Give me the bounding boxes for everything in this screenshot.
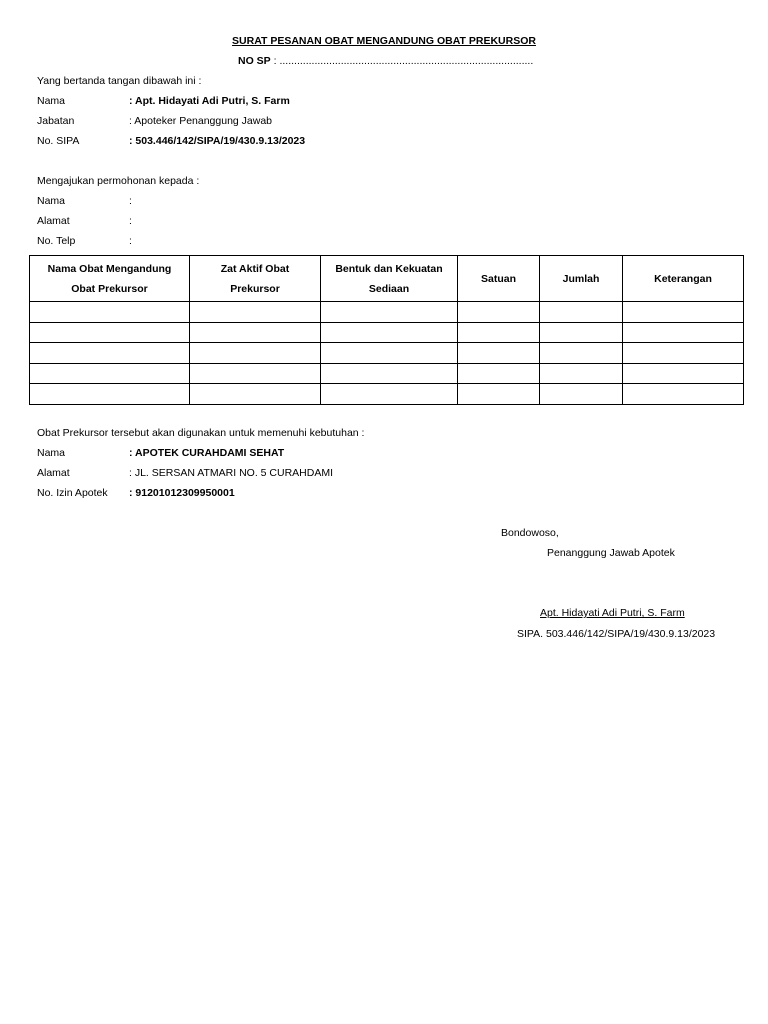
signature-sipa: SIPA. 503.446/142/SIPA/19/430.9.13/2023 bbox=[517, 628, 716, 640]
pharmacy-value: : 91201012309950001 bbox=[129, 487, 235, 499]
table-cell[interactable] bbox=[540, 322, 623, 343]
table-cell[interactable] bbox=[458, 343, 540, 364]
recipient-row-nama bbox=[37, 195, 132, 207]
table-cell[interactable] bbox=[190, 363, 321, 384]
pharmacy-row-alamat bbox=[37, 467, 333, 479]
table-cell[interactable] bbox=[540, 343, 623, 364]
column-header: Satuan bbox=[458, 256, 540, 302]
table-cell[interactable] bbox=[458, 363, 540, 384]
table-cell[interactable] bbox=[623, 384, 744, 405]
pharmacy-value: : APOTEK CURAHDAMI SEHAT bbox=[129, 447, 285, 459]
table-cell[interactable] bbox=[321, 302, 458, 323]
table-cell[interactable] bbox=[30, 302, 190, 323]
recipient-row-telp bbox=[37, 235, 132, 247]
table-cell[interactable] bbox=[190, 343, 321, 364]
table-cell[interactable] bbox=[458, 302, 540, 323]
table-row bbox=[30, 343, 744, 364]
document-title: SURAT PESANAN OBAT MENGANDUNG OBAT PREKURSOR bbox=[232, 35, 536, 47]
signature-name: Apt. Hidayati Adi Putri, S. Farm bbox=[540, 607, 685, 619]
pharmacy-label: Alamat bbox=[37, 467, 70, 479]
table-cell[interactable] bbox=[540, 384, 623, 405]
table-cell[interactable] bbox=[30, 322, 190, 343]
table-row bbox=[30, 322, 744, 343]
table-cell[interactable] bbox=[540, 363, 623, 384]
table-cell[interactable] bbox=[623, 343, 744, 364]
pharmacy-row-nama bbox=[37, 447, 284, 459]
recipient-value: : bbox=[129, 195, 132, 207]
signer-label: Nama bbox=[37, 95, 66, 107]
table-header-row bbox=[30, 256, 744, 302]
signer-value: : Apoteker Penanggung Jawab bbox=[129, 115, 273, 127]
column-header: Nama Obat Mengandung Obat Prekursor bbox=[30, 256, 190, 302]
table-cell[interactable] bbox=[190, 322, 321, 343]
table-row bbox=[30, 302, 744, 323]
pharmacy-label: No. Izin Apotek bbox=[37, 487, 108, 499]
table-cell[interactable] bbox=[321, 384, 458, 405]
pharmacy-row-izin bbox=[37, 487, 235, 499]
table-cell[interactable] bbox=[30, 343, 190, 364]
recipient-label: No. Telp bbox=[37, 235, 76, 247]
column-header: Bentuk dan Kekuatan Sediaan bbox=[321, 256, 458, 302]
column-header: Jumlah bbox=[540, 256, 623, 302]
signature-role: Penanggung Jawab Apotek bbox=[547, 547, 675, 559]
table-cell[interactable] bbox=[623, 302, 744, 323]
signer-value: : 503.446/142/SIPA/19/430.9.13/2023 bbox=[129, 135, 306, 147]
order-table bbox=[29, 255, 744, 405]
recipient-value: : bbox=[129, 215, 132, 227]
no-sp-label: NO SP bbox=[238, 55, 271, 67]
signer-row-jabatan bbox=[37, 115, 272, 127]
signer-intro: Yang bertanda tangan dibawah ini : bbox=[37, 75, 202, 87]
table-cell[interactable] bbox=[623, 363, 744, 384]
table-cell[interactable] bbox=[623, 322, 744, 343]
table-row bbox=[30, 363, 744, 384]
signer-value: : Apt. Hidayati Adi Putri, S. Farm bbox=[129, 95, 290, 107]
pharmacy-intro: Obat Prekursor tersebut akan digunakan untuk memenuhi kebutuhan : bbox=[37, 427, 365, 439]
recipient-row-alamat bbox=[37, 215, 132, 227]
pharmacy-label: Nama bbox=[37, 447, 66, 459]
signature-place: Bondowoso, bbox=[501, 527, 559, 539]
table-cell[interactable] bbox=[321, 322, 458, 343]
table-cell[interactable] bbox=[321, 363, 458, 384]
recipient-label: Alamat bbox=[37, 215, 70, 227]
signer-row-nama bbox=[37, 95, 290, 107]
table-cell[interactable] bbox=[30, 384, 190, 405]
table-cell[interactable] bbox=[540, 302, 623, 323]
recipient-value: : bbox=[129, 235, 132, 247]
recipient-label: Nama bbox=[37, 195, 66, 207]
table-cell[interactable] bbox=[458, 322, 540, 343]
no-sp-value: : ....................................................................................... bbox=[273, 55, 534, 67]
table-row bbox=[30, 384, 744, 405]
signer-label: Jabatan bbox=[37, 115, 75, 127]
recipient-intro: Mengajukan permohonan kepada : bbox=[37, 175, 200, 187]
table-cell[interactable] bbox=[458, 384, 540, 405]
table-cell[interactable] bbox=[190, 384, 321, 405]
signer-row-sipa bbox=[37, 135, 305, 147]
signer-label: No. SIPA bbox=[37, 135, 80, 147]
table-cell[interactable] bbox=[190, 302, 321, 323]
column-header: Zat Aktif Obat Prekursor bbox=[190, 256, 321, 302]
table-cell[interactable] bbox=[30, 363, 190, 384]
column-header: Keterangan bbox=[623, 256, 744, 302]
pharmacy-value: : JL. SERSAN ATMARI NO. 5 CURAHDAMI bbox=[129, 467, 334, 479]
no-sp-line bbox=[238, 55, 533, 67]
table-cell[interactable] bbox=[321, 343, 458, 364]
